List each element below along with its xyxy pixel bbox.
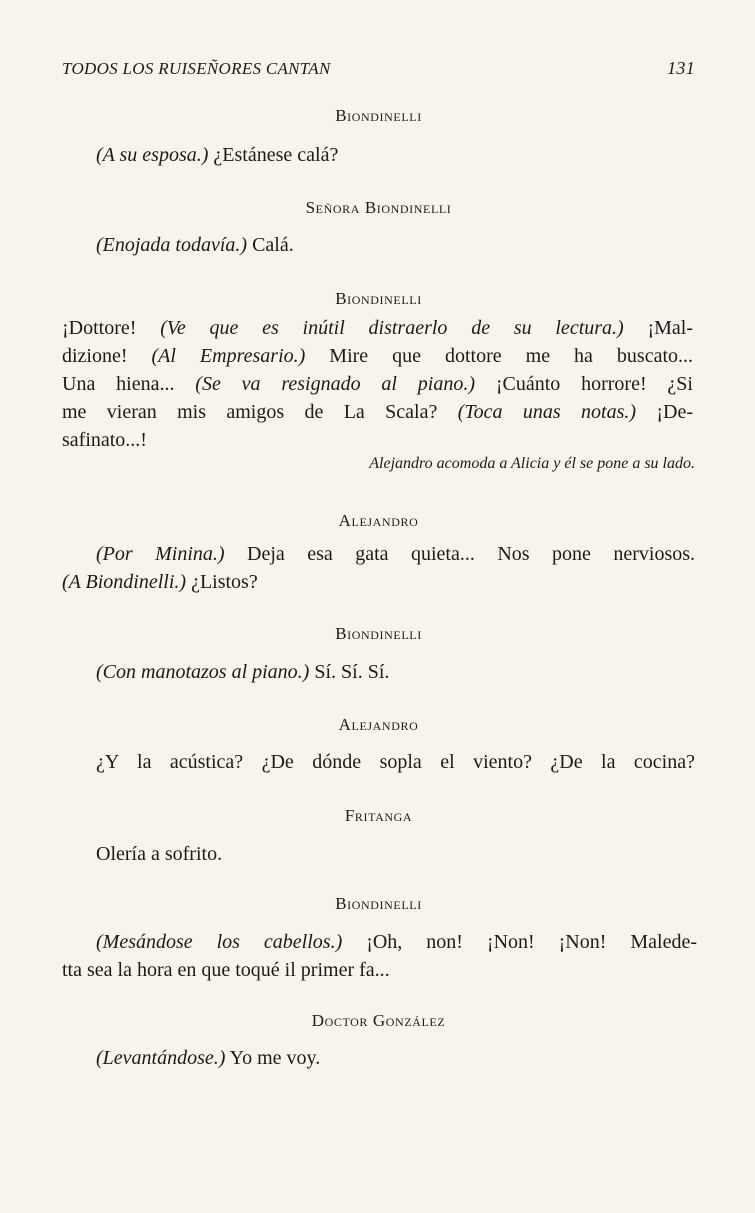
speaker-name: Señora Biondinelli (305, 198, 452, 217)
text-line: tta sea la hora en que toqué il primer fa... (62, 959, 390, 981)
stage-direction: (A su esposa.) (96, 144, 209, 166)
speaker-name: Alejandro (338, 511, 419, 530)
text-line: (A Biondinelli.) ¿Listos? (62, 571, 258, 593)
dialogue-paragraph (62, 540, 695, 596)
speaker-name: Doctor González (311, 1011, 446, 1030)
dialogue-text: ¿Y la acústica? ¿De dónde sopla el viento? ¿De la cocina? (96, 751, 695, 773)
dialogue-paragraph (62, 314, 693, 454)
text-line: ¡Dottore! (Ve que es inútil distraerlo de su lectura.) ¡Mal- (62, 317, 694, 339)
dialogue-line (62, 1044, 695, 1072)
page-number: 131 (667, 58, 695, 78)
dialogue-text: ¿Estánese calá? (208, 144, 339, 166)
text-line: (Mesándose los cabellos.) ¡Oh, non! ¡Non! ¡Non! Malede- (96, 931, 697, 953)
stage-direction: (Con manotazos al piano.) (96, 661, 310, 683)
speaker-name: Fritanga (344, 806, 413, 825)
dialogue-text: Sí. Sí. Sí. (309, 661, 390, 683)
speaker-name: Biondinelli (335, 894, 422, 913)
text-line: (Por Minina.) Deja esa gata quieta... Nos pone nerviosos. (96, 543, 696, 565)
running-header (62, 58, 695, 79)
dialogue-line (62, 231, 695, 259)
dialogue-text: Yo me voy. (225, 1047, 321, 1069)
text-line: safinato...! (62, 429, 147, 451)
running-title: TODOS LOS RUISEÑORES CANTAN (62, 59, 331, 78)
stage-direction: (Levantándose.) (96, 1047, 226, 1069)
dialogue-line (62, 840, 695, 868)
text-line: dizione! (Al Empresario.) Mire que dottore me ha buscato... (62, 345, 693, 367)
speaker-name: Biondinelli (335, 289, 422, 308)
speaker-name: Alejandro (338, 715, 419, 734)
dialogue-text: Olería a sofrito. (96, 843, 223, 865)
dialogue-text: Calá. (247, 234, 294, 256)
stage-direction: (Enojada todavía.) (96, 234, 248, 256)
dialogue-paragraph (62, 928, 697, 984)
text-line: me vieran mis amigos de La Scala? (Toca unas notas.) ¡De- (62, 401, 694, 423)
dialogue-line (62, 141, 695, 169)
speaker-name: Biondinelli (335, 106, 422, 125)
text-line: Una hiena... (Se va resignado al piano.) ¡Cuánto horrore! ¿Si (62, 373, 693, 395)
speaker-name: Biondinelli (335, 624, 422, 643)
dialogue-line (62, 748, 695, 776)
dialogue-line (62, 658, 695, 686)
stage-direction-block: Alejandro acomoda a Alicia y él se pone a su lado. (369, 455, 695, 472)
